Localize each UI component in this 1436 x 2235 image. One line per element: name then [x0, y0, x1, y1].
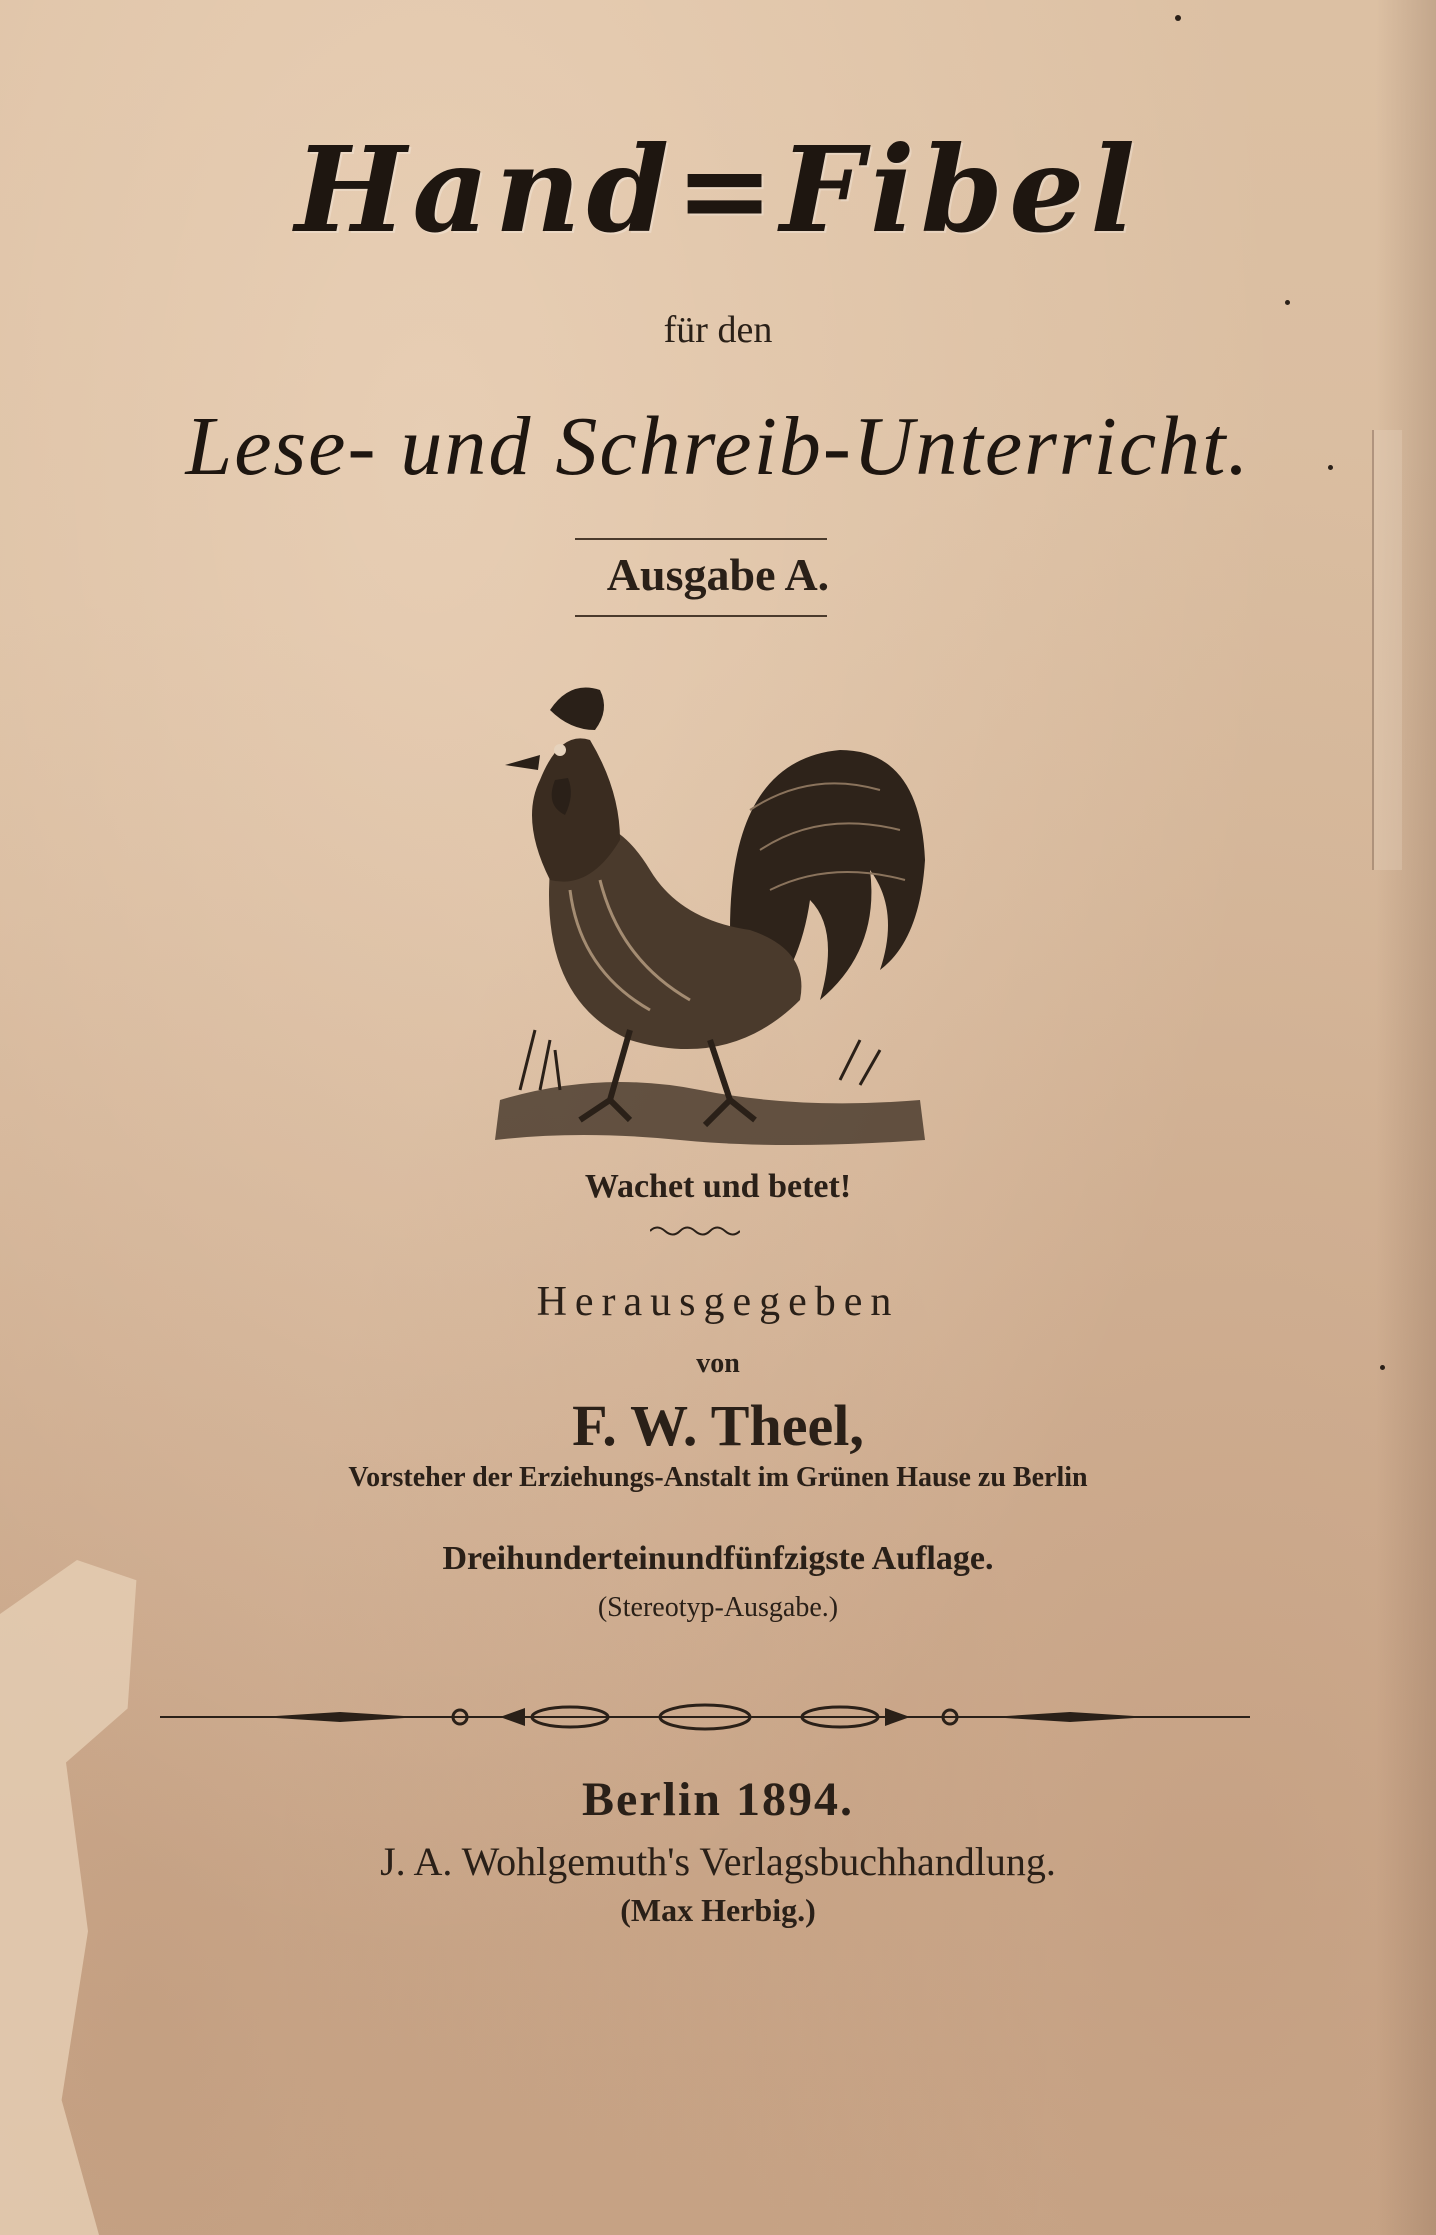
- edition-label: Ausgabe A.: [606, 549, 830, 600]
- author-name: F. W. Theel,: [572, 1393, 864, 1458]
- publisher-owner: (Max Herbig.): [620, 1892, 816, 1928]
- book-title: Hand=Fibel: [294, 120, 1142, 259]
- place-and-year: Berlin 1894.: [582, 1773, 854, 1826]
- edition-rule-bottom: [575, 615, 827, 617]
- printing-note: (Stereotyp-Ausgabe.): [597, 1592, 839, 1623]
- edition-rule-top: [575, 538, 827, 540]
- ornamental-divider: [160, 1700, 1250, 1734]
- wave-divider: [650, 1224, 740, 1238]
- printing-label: Dreihunderteinundfünfzigste Auflage.: [442, 1540, 994, 1577]
- paper-fold: [1372, 430, 1402, 870]
- publisher-name: J. A. Wohlgemuth's Verlagsbuchhandlung.: [380, 1839, 1056, 1884]
- motto: Wachet und betet!: [584, 1168, 852, 1205]
- subtitle-line-2: Lese- und Schreib-Unterricht.: [185, 400, 1251, 493]
- published-label: Herausgegeben: [536, 1279, 900, 1325]
- rooster-illustration: [480, 670, 940, 1170]
- subtitle-line-1: für den: [663, 309, 773, 351]
- by-label: von: [696, 1348, 740, 1379]
- ink-speck: [1285, 300, 1290, 305]
- author-role: Vorsteher der Erziehungs-Anstalt im Grünen Hause zu Berlin: [348, 1462, 1088, 1493]
- ink-speck: [1175, 15, 1181, 21]
